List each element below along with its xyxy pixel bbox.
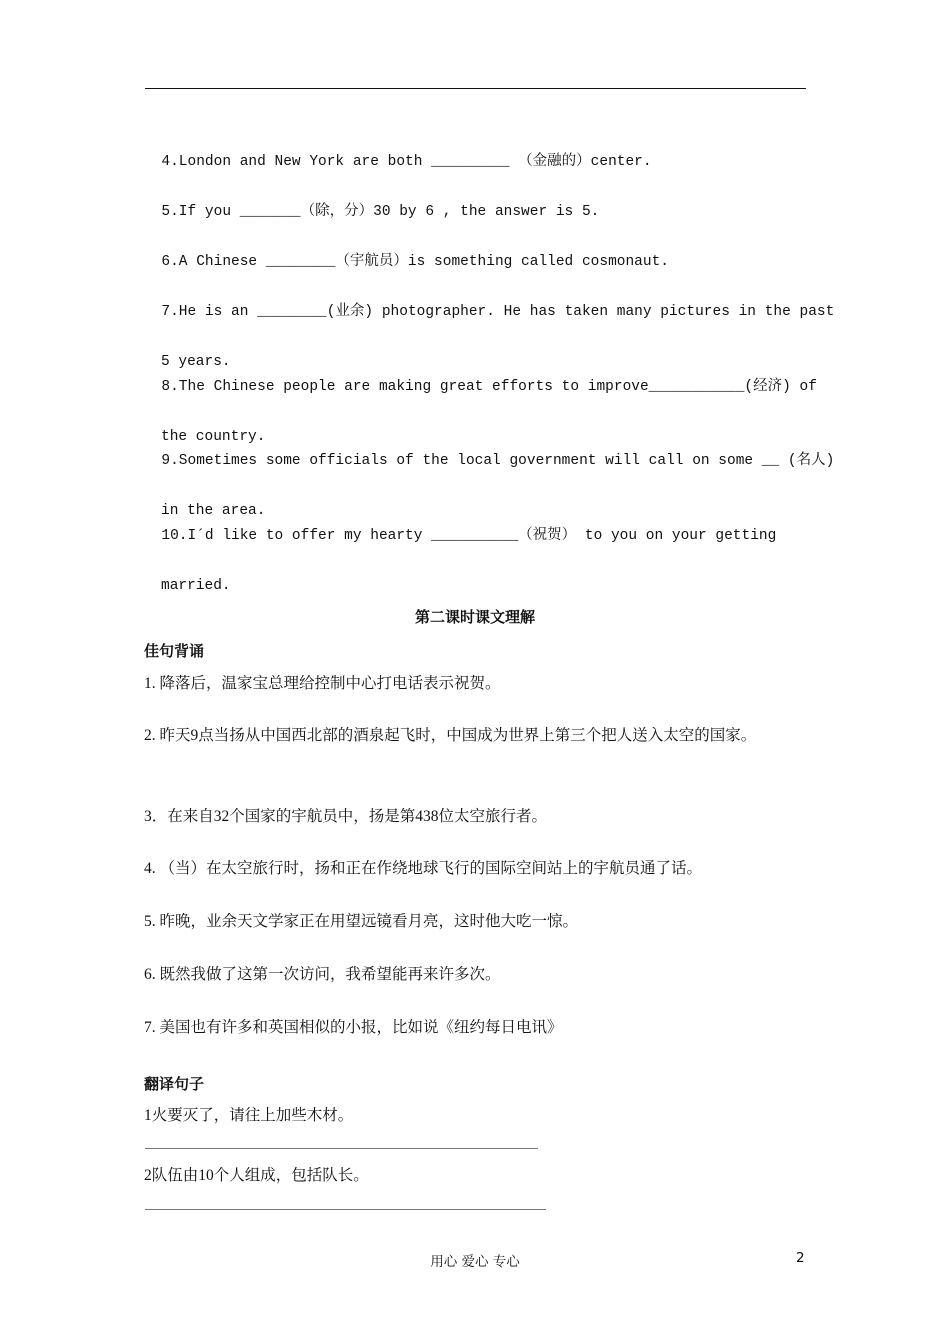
vocab-question-6 [144,225,809,275]
question-line: 7.He is an ________(业余) photographer. He has taken many pictures in the past [161,304,835,320]
question-line: 5.If you _______（除，分）30 by 6 , the answer is 5. [161,204,600,220]
question-line: 6.A Chinese ________（宇航员）is something called cosmonaut. [161,254,669,270]
section-title [0,606,950,627]
question-line-2: 5 years. [161,354,231,370]
footer-motto-text: 用心 爱心 专心 [430,1254,520,1270]
recite-sentence-6: 6. 既然我做了这第一次访问，我希望能再来许多次。 [144,966,501,983]
recite-sentence-5: 5. 昨晚，业余天文学家正在用望远镜看月亮，这时他大吃一惊。 [144,913,579,930]
recite-heading: 佳句背诵 [144,642,205,660]
recite-sentence-1: 1. 降落后，温家宝总理给控制中心打电话表示祝贺。 [144,675,501,692]
answer-line-1[interactable] [145,1148,538,1149]
footer-motto [0,1250,950,1270]
translate-heading: 翻译句子 [144,1075,205,1093]
question-line-2: in the area. [161,503,266,519]
vocab-question-5 [144,175,809,225]
question-line: 4.London and New York are both _________ （金融的）center. [161,154,652,170]
question-line: 10.I´d like to offer my hearty __________（祝贺） to you on your getting [161,528,777,544]
translate-sentence-1: 1火要灭了，请往上加些木材。 [144,1107,354,1124]
header-rule [145,88,806,89]
recite-sentence-2: 2. 昨天9点当扬从中国西北部的酒泉起飞时，中国成为世界上第三个把人送入太空的国家。 [144,727,757,744]
recite-sentence-4: 4. （当）在太空旅行时，扬和正在作绕地球飞行的国际空间站上的宇航员通了话。 [144,860,703,877]
question-line: 8.The Chinese people are making great efforts to improve___________(经济) of [161,379,817,395]
answer-line-2[interactable] [145,1209,546,1210]
question-line-2: the country. [161,429,266,445]
question-line-2: married. [161,578,231,594]
vocab-question-4 [144,125,809,175]
translate-sentence-2: 2队伍由10个人组成，包括队长。 [144,1167,369,1184]
recite-sentence-3: 3．在来自32个国家的宇航员中，扬是第438位太空旅行者。 [144,808,548,825]
question-line: 9.Sometimes some officials of the local government will call on some __ (名人) [161,453,835,469]
recite-sentence-7: 7. 美国也有许多和英国相似的小报，比如说《纽约每日电讯》 [144,1019,563,1036]
section-title-text: 第二课时课文理解 [414,608,535,626]
page-number: 2 [796,1250,805,1266]
